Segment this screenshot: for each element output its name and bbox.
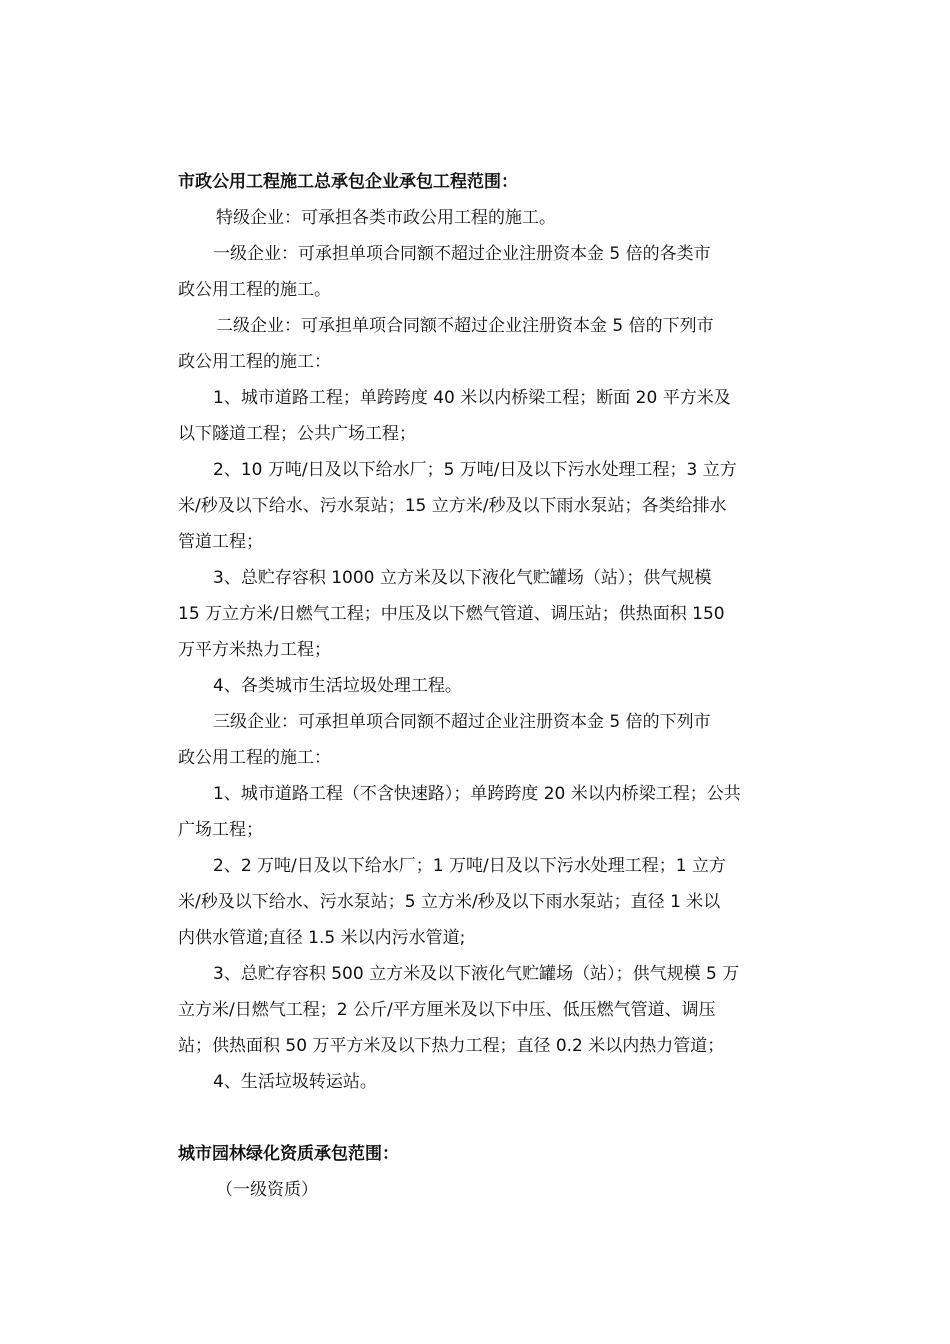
paragraph-line: （一级资质）: [216, 1180, 318, 1200]
paragraph-line: 立方米/日燃气工程；2 公斤/平方厘米及以下中压、低压燃气管道、调压: [178, 1000, 716, 1020]
paragraph-line: 站；供热面积 50 万平方米及以下热力工程；直径 0.2 米以内热力管道；: [178, 1036, 725, 1056]
paragraph-line: 3、总贮存容积 500 立方米及以下液化气贮罐场（站）；供气规模 5 万: [213, 964, 740, 984]
paragraph-line: 广场工程；: [178, 820, 263, 840]
paragraph-line: 特级企业：可承担各类市政公用工程的施工。: [216, 208, 556, 228]
paragraph-line: 3、总贮存容积 1000 立方米及以下液化气贮罐场（站）；供气规模: [213, 568, 712, 588]
paragraph-line: 二级企业：可承担单项合同额不超过企业注册资本金 5 倍的下列市: [216, 316, 714, 336]
paragraph-line: 管道工程；: [178, 532, 263, 552]
paragraph-line: 15 万立方米/日燃气工程；中压及以下燃气管道、调压站；供热面积 150: [178, 604, 725, 624]
paragraph-line: 政公用工程的施工：: [178, 352, 331, 372]
paragraph-line: 4、各类城市生活垃圾处理工程。: [213, 676, 462, 696]
paragraph-line: 万平方米热力工程；: [178, 640, 331, 660]
paragraph-line: 米/秒及以下给水、污水泵站；5 立方米/秒及以下雨水泵站；直径 1 米以: [178, 892, 721, 912]
paragraph-line: 一级企业：可承担单项合同额不超过企业注册资本金 5 倍的各类市: [213, 244, 711, 264]
paragraph-line: 2、10 万吨/日及以下给水厂；5 万吨/日及以下污水处理工程；3 立方: [213, 460, 737, 480]
paragraph-line: 以下隧道工程；公共广场工程；: [178, 424, 416, 444]
paragraph-line: 1、城市道路工程；单跨跨度 40 米以内桥梁工程；断面 20 平方米及: [213, 388, 731, 408]
paragraph-line: 2、2 万吨/日及以下给水厂；1 万吨/日及以下污水处理工程；1 立方: [213, 856, 726, 876]
paragraph-line: 内供水管道;直径 1.5 米以内污水管道;: [178, 928, 466, 948]
paragraph-line: 4、生活垃圾转运站。: [213, 1072, 377, 1092]
section-heading-landscaping: 城市园林绿化资质承包范围：: [178, 1144, 399, 1164]
paragraph-line: 米/秒及以下给水、污水泵站；15 立方米/秒及以下雨水泵站；各类给排水: [178, 496, 727, 516]
paragraph-line: 政公用工程的施工。: [178, 280, 331, 300]
section-heading-municipal: 市政公用工程施工总承包企业承包工程范围：: [178, 172, 518, 192]
paragraph-line: 1、城市道路工程（不含快速路）；单跨跨度 20 米以内桥梁工程；公共: [213, 784, 741, 804]
paragraph-line: 三级企业：可承担单项合同额不超过企业注册资本金 5 倍的下列市: [213, 712, 711, 732]
paragraph-line: 政公用工程的施工：: [178, 748, 331, 768]
